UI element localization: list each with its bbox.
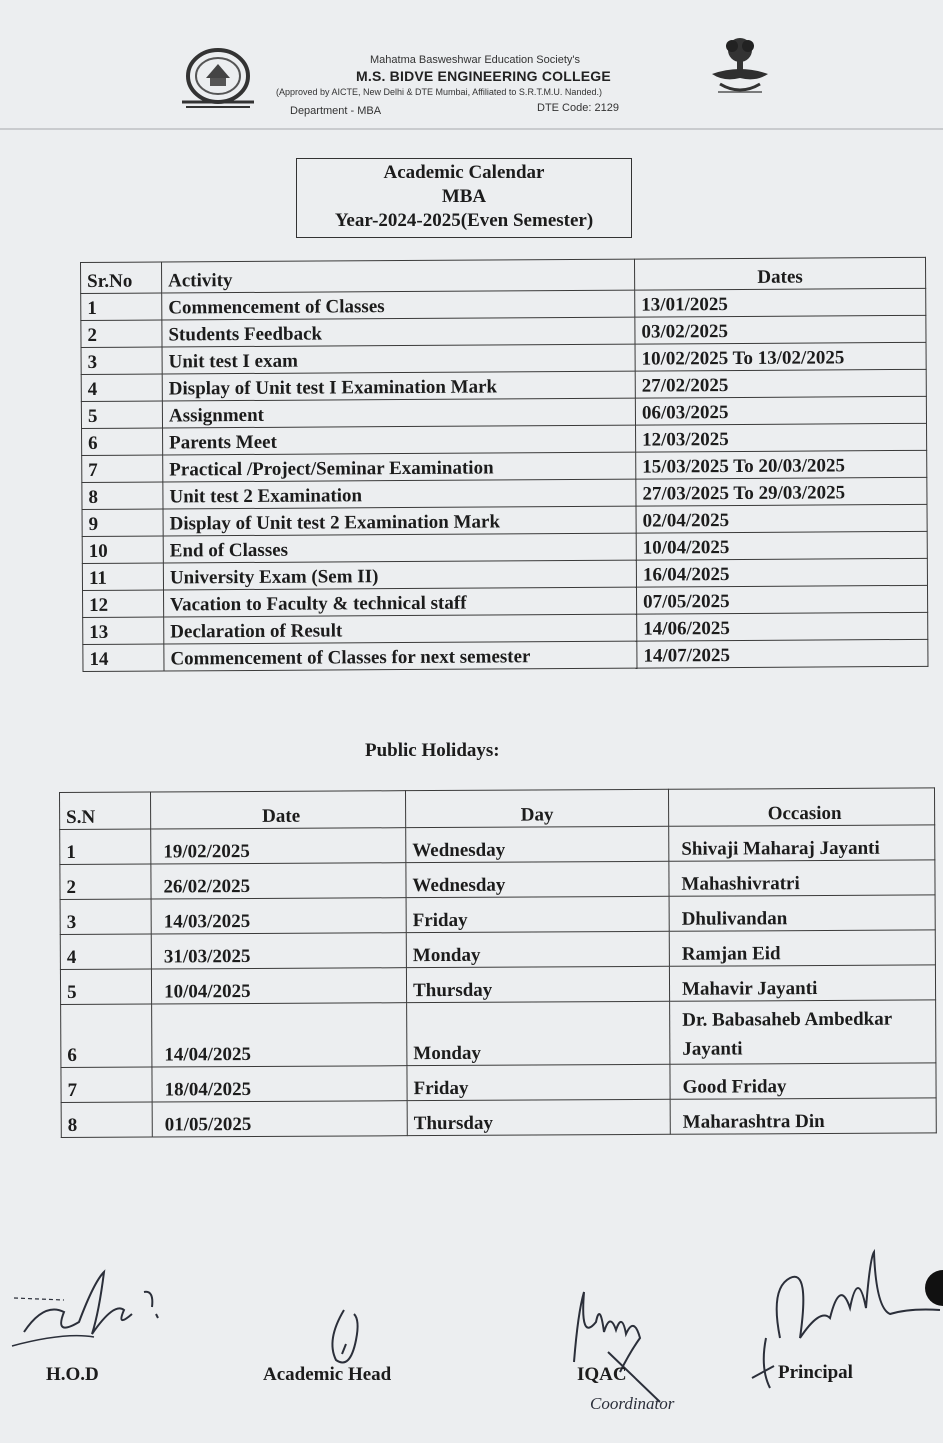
title-line-3: Year-2024-2025(Even Semester) [334,210,594,231]
row-day: Friday [406,896,669,932]
row-day: Wednesday [406,861,669,897]
table-row [61,1000,936,1068]
table-header-row [60,788,935,830]
row-activity: Practical /Project/Seminar Examination [163,452,636,482]
public-holidays-title: Public Holidays: [365,740,500,761]
header-day: Day [405,789,668,827]
row-sr-no: 1 [81,293,162,320]
table-header-row [81,257,926,293]
row-sr-no: 4 [81,374,162,401]
row-sr-no: 9 [82,509,163,536]
row-sn: 7 [61,1067,152,1102]
row-activity: Students Feedback [162,317,635,347]
row-date: 10/04/2025 [151,968,406,1004]
row-day: Thursday [407,1099,670,1135]
table-row [60,930,935,970]
row-dates: 03/02/2025 [635,315,926,344]
row-dates: 07/05/2025 [636,585,927,614]
header-sr-no: Sr.No [81,262,162,293]
table-row [60,860,935,900]
title-line-2: MBA [441,186,487,207]
row-sr-no: 5 [81,401,162,428]
row-dates: 12/03/2025 [636,423,927,452]
row-date: 01/05/2025 [152,1101,407,1137]
row-activity: Display of Unit test I Examination Mark [162,371,635,401]
row-dates: 02/04/2025 [636,504,927,533]
row-dates: 06/03/2025 [635,396,926,425]
row-day: Friday [407,1064,670,1100]
row-activity: Parents Meet [163,425,636,455]
row-day: Wednesday [406,826,669,862]
academic-calendar-table [80,257,928,672]
row-dates: 14/06/2025 [637,612,928,641]
public-holidays-table [59,787,937,1138]
row-date: 26/02/2025 [151,863,406,899]
dte-code: DTE Code: 2129 [537,102,619,114]
row-activity: Commencement of Classes [162,290,635,320]
row-sn: 3 [60,899,151,934]
row-occasion: Shivaji Maharaj Jayanti [669,825,935,861]
hod-signature-icon [4,1262,174,1352]
row-dates: 14/07/2025 [637,639,928,668]
row-day: Thursday [406,966,669,1002]
row-activity: Vacation to Faculty & technical staff [164,587,637,617]
iqac-label: IQAC [577,1364,627,1385]
row-activity: Assignment [162,398,635,428]
table-row [60,965,935,1005]
row-occasion: Ramjan Eid [669,930,935,966]
row-sn: 2 [60,864,151,899]
title-line-1: Academic Calendar [383,162,545,183]
row-sr-no: 2 [81,320,162,347]
row-sr-no: 8 [82,482,163,509]
principal-label: Principal [778,1362,853,1383]
row-date: 14/03/2025 [151,898,406,934]
row-sr-no: 6 [82,428,163,455]
letterhead [180,40,780,130]
department: Department - MBA [290,105,382,117]
college-name: M.S. BIDVE ENGINEERING COLLEGE [356,68,611,84]
hod-label: H.O.D [46,1364,99,1385]
row-activity: Commencement of Classes for next semester [164,641,637,671]
row-sr-no: 14 [83,644,164,671]
row-occasion: Dhulivandan [669,895,935,931]
iqac-coordinator-note: Coordinator [590,1394,675,1413]
header-activity: Activity [162,259,635,293]
row-activity: End of Classes [163,533,636,563]
row-sn: 5 [60,969,151,1004]
row-occasion: Mahashivratri [669,860,935,896]
college-emblem-icon [180,44,256,110]
header-dates: Dates [634,257,925,290]
row-dates: 10/04/2025 [636,531,927,560]
row-sn: 8 [61,1102,152,1137]
row-dates: 13/01/2025 [635,288,926,317]
row-activity: University Exam (Sem II) [163,560,636,590]
row-occasion: Good Friday [670,1063,936,1099]
document-title [296,158,632,238]
row-dates: 27/03/2025 To 29/03/2025 [636,477,927,506]
row-sr-no: 10 [82,536,163,563]
table-row [61,1098,936,1138]
row-sn: 6 [61,1004,152,1067]
row-date: 14/04/2025 [152,1003,407,1067]
row-sr-no: 13 [83,617,164,644]
row-sn: 4 [60,934,151,969]
row-activity: Unit test I exam [162,344,635,374]
header-sn: S.N [60,792,151,829]
row-day: Monday [406,931,669,967]
principal-signature-icon [740,1248,943,1408]
header-occasion: Occasion [668,788,934,826]
row-activity: Unit test 2 Examination [163,479,636,509]
row-sr-no: 7 [82,455,163,482]
row-date: 18/04/2025 [152,1066,407,1102]
row-date: 31/03/2025 [151,933,406,969]
row-dates: 27/02/2025 [635,369,926,398]
row-activity: Display of Unit test 2 Examination Mark [163,506,636,536]
row-date: 19/02/2025 [151,828,406,864]
row-dates: 15/03/2025 To 20/03/2025 [636,450,927,479]
row-occasion: Maharashtra Din [670,1098,936,1134]
row-occasion: Dr. Babasaheb Ambedkar Jayanti [670,1000,936,1064]
row-sr-no: 12 [83,590,164,617]
row-occasion: Mahavir Jayanti [669,965,935,1001]
row-sn: 1 [60,829,151,864]
table-row [61,1063,936,1103]
table-row [60,895,935,935]
row-sr-no: 11 [82,563,163,590]
row-dates: 16/04/2025 [636,558,927,587]
society-name: Mahatma Basweshwar Education Society's [370,54,580,66]
table-row [83,639,928,671]
society-emblem-icon [700,34,780,102]
table-row [60,825,935,865]
row-day: Monday [407,1001,670,1065]
academic-head-label: Academic Head [263,1364,392,1385]
approval-note: (Approved by AICTE, New Delhi & DTE Mumbai, Affiliated to S.R.T.M.U. Nanded.) [276,87,602,97]
header-date: Date [151,791,406,829]
row-sr-no: 3 [81,347,162,374]
row-dates: 10/02/2025 To 13/02/2025 [635,342,926,371]
row-activity: Declaration of Result [164,614,637,644]
